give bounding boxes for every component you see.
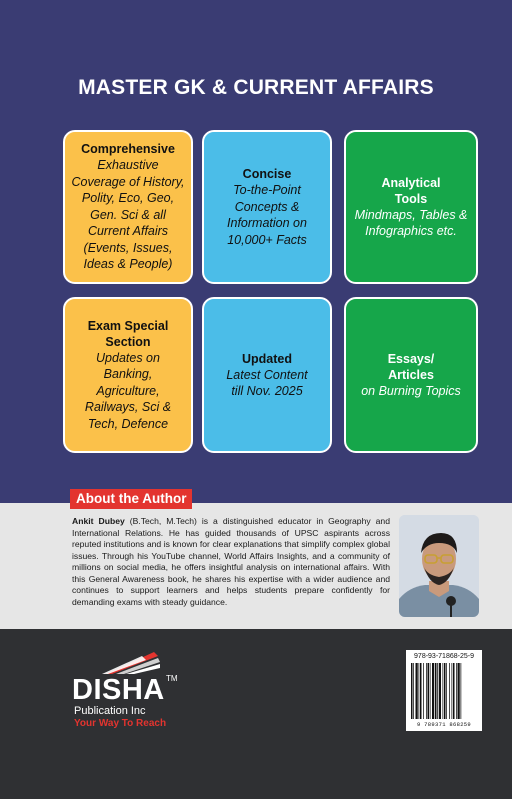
barcode-bar bbox=[449, 663, 450, 719]
card-body: Exhaustive Coverage of History, Polity, Eco, Geo, Gen. Sci & all Current Affairs (Events, Issues, Ideas & People) bbox=[71, 158, 185, 272]
card-concise bbox=[202, 130, 332, 284]
card-body: Mindmaps, Tables & Infographics etc. bbox=[354, 207, 468, 238]
barcode-bar bbox=[432, 663, 434, 719]
barcode-bar bbox=[426, 663, 427, 719]
card-essays bbox=[344, 297, 478, 453]
publisher-sub: Publication Inc bbox=[74, 705, 146, 717]
card-title: Essays/ Articles bbox=[387, 351, 435, 382]
isbn-digits: 9 789371 868259 bbox=[416, 721, 471, 728]
author-photo bbox=[399, 515, 479, 617]
barcode-bar bbox=[419, 663, 420, 719]
trademark-mark: TM bbox=[166, 674, 178, 683]
barcode-bar bbox=[453, 663, 455, 719]
headline: MASTER GK & CURRENT AFFAIRS bbox=[78, 76, 434, 99]
card-title: Concise bbox=[242, 167, 292, 181]
publisher-tagline: Your Way To Reach bbox=[74, 718, 167, 729]
card-body: Latest Content till Nov. 2025 bbox=[226, 367, 308, 398]
card-body: on Burning Topics bbox=[361, 383, 461, 398]
barcode-box bbox=[406, 650, 482, 731]
barcode-bar bbox=[444, 663, 446, 719]
barcode-bar bbox=[443, 663, 444, 719]
barcode-bar bbox=[461, 663, 462, 719]
card-updated bbox=[202, 297, 332, 453]
barcode-bar bbox=[411, 663, 413, 719]
barcode-bar bbox=[446, 663, 447, 719]
barcode-bar bbox=[435, 663, 437, 719]
barcode-bar bbox=[423, 663, 424, 719]
card-body: Updates on Banking, Agriculture, Railways, Sci & Tech, Defence bbox=[84, 350, 172, 431]
barcode-bar bbox=[458, 663, 460, 719]
author-bio: (B.Tech, M.Tech) is a distinguished educator in Geography and International Relations. He has guided thousands of UPSC aspirants across reputed institutions and is known for clear explanations that simplify complex global issues. Through his YouTube channel, World Affairs Insights, and a community of millions on social media, he offers insightful analysis on international affairs. With this General Awareness book, he shares his expertise with a wider audience and continues to support learners and helps students prepare confidently for demanding exams with steady guidance. bbox=[72, 516, 390, 607]
card-body: To-the-Point Concepts & Information on 10,000+ Facts bbox=[227, 183, 307, 247]
card-comprehensive bbox=[63, 130, 193, 284]
about-text bbox=[72, 516, 390, 608]
publisher-name: DISHA bbox=[72, 674, 165, 706]
card-exam-special bbox=[63, 297, 193, 453]
card-title: Updated bbox=[242, 351, 292, 366]
barcode-bar bbox=[452, 663, 453, 719]
barcode bbox=[411, 663, 477, 719]
barcode-bar bbox=[416, 663, 418, 719]
author-name: Ankit Dubey bbox=[72, 516, 125, 526]
barcode-bar bbox=[428, 663, 430, 719]
card-title: Exam Special Section bbox=[87, 318, 169, 349]
barcode-bar bbox=[413, 663, 414, 719]
barcode-bar bbox=[456, 663, 457, 719]
barcode-bar bbox=[430, 663, 431, 719]
card-title: Comprehensive bbox=[81, 142, 175, 157]
barcode-bar bbox=[439, 663, 441, 719]
card-analytical-tools bbox=[344, 130, 478, 284]
about-heading: About the Author bbox=[70, 489, 192, 509]
isbn-label: 978-93-71868-25-9 bbox=[414, 653, 474, 660]
barcode-bar bbox=[437, 663, 438, 719]
card-title: Analytical Tools bbox=[381, 175, 441, 206]
barcode-bar bbox=[420, 663, 422, 719]
